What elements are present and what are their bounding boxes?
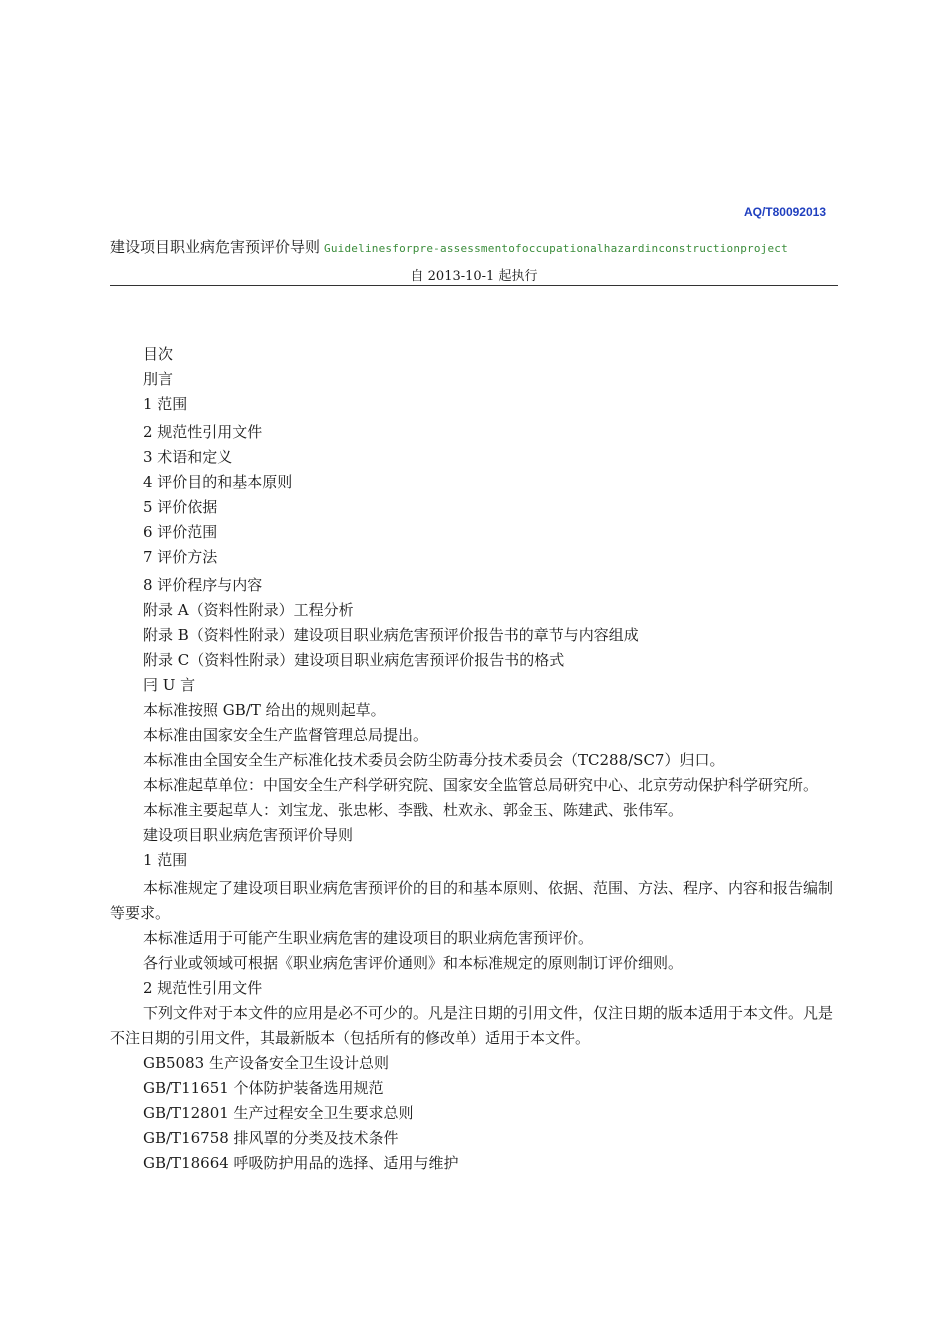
- main-title: 建设项目职业病危害预评价导则: [143, 826, 354, 844]
- toc-item: 4 评价目的和基本原则: [143, 473, 293, 491]
- toc-item: 8 评价程序与内容: [143, 576, 263, 594]
- toc-item: 刖言: [143, 370, 174, 388]
- effective-date: 自 2013-10-1 起执行: [410, 269, 538, 284]
- title-chinese: 建设项目职业病危害预评价导则: [110, 238, 321, 256]
- reference-item: GB/T16758 排风罩的分类及技术条件: [143, 1129, 399, 1147]
- reference-item: GB/T11651 个体防护装备选用规范: [143, 1079, 384, 1097]
- reference-item: GB/T18664 呼吸防护用品的选择、适用与维护: [143, 1154, 459, 1172]
- section-heading: 1 范围: [143, 851, 188, 869]
- foreword-paragraph: 本标准由国家安全生产监督管理总局提出。: [143, 726, 429, 744]
- foreword-paragraph: 本标准起草单位：中国安全生产科学研究院、国家安全监管总局研究中心、北京劳动保护科学研究所。: [143, 776, 819, 794]
- section-paragraph: 本标准适用于可能产生职业病危害的建设项目的职业病危害预评价。: [143, 929, 594, 947]
- toc-item: 5 评价依据: [143, 498, 218, 516]
- document-body: [110, 342, 840, 1176]
- section-paragraph: 下列文件对于本文件的应用是必不可少的。凡是注日期的引用文件，仅注日期的版本适用于本文件。凡是不注日期的引用文件，其最新版本（包括所有的修改单）适用于本文件。: [110, 1004, 834, 1047]
- toc-item: 3 术语和定义: [143, 448, 233, 466]
- toc-item: 附录 C（资料性附录）建设项目职业病危害预评价报告书的格式: [143, 651, 565, 669]
- toc-item: 1 范围: [143, 395, 188, 413]
- section-paragraph: 各行业或领域可根据《职业病危害评价通则》和本标准规定的原则制订评价细则。: [143, 954, 684, 972]
- toc-item: 2 规范性引用文件: [143, 423, 263, 441]
- toc-item: 6 评价范围: [143, 523, 218, 541]
- toc-item: 附录 B（资料性附录）建设项目职业病危害预评价报告书的章节与内容组成: [143, 626, 639, 644]
- toc-item: 附录 A（资料性附录）工程分析: [143, 601, 354, 619]
- foreword-heading: 冃 U 言: [143, 676, 196, 694]
- foreword-paragraph: 本标准主要起草人：刘宝龙、张忠彬、李戬、杜欢永、郭金玉、陈建武、张伟军。: [143, 801, 684, 819]
- foreword-paragraph: 本标准按照 GB/T 给出的规则起草。: [143, 701, 386, 719]
- header-divider: [110, 285, 838, 286]
- document-title: [110, 236, 840, 257]
- toc-heading: 目次: [143, 345, 174, 363]
- section-heading: 2 规范性引用文件: [143, 979, 263, 997]
- reference-item: GB/T12801 生产过程安全卫生要求总则: [143, 1104, 414, 1122]
- section-paragraph: 本标准规定了建设项目职业病危害预评价的目的和基本原则、依据、范围、方法、程序、内容和报告编制等要求。: [110, 879, 834, 922]
- title-english: Guidelinesforpre-assessmentofoccupationalhazardinconstructionproject: [324, 242, 788, 255]
- standard-code: AQ/T80092013: [743, 205, 826, 219]
- foreword-paragraph: 本标准由全国安全生产标准化技术委员会防尘防毒分技术委员会（TC288/SC7）归口。: [143, 751, 725, 769]
- toc-item: 7 评价方法: [143, 548, 218, 566]
- reference-item: GB5083 生产设备安全卫生设计总则: [143, 1054, 389, 1072]
